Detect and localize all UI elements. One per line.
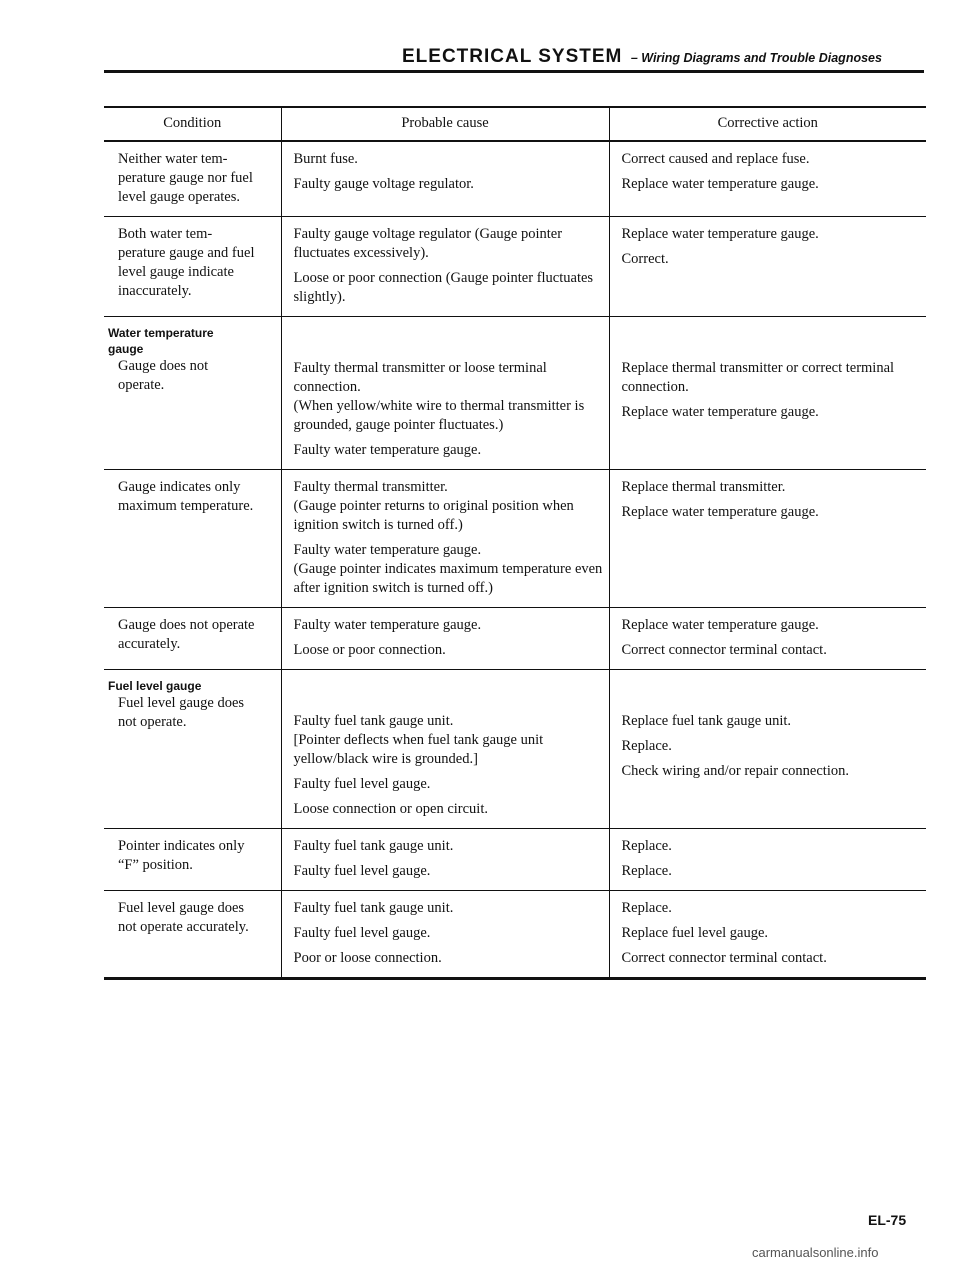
troubleshooting-table — [104, 106, 926, 980]
header-rule — [104, 70, 924, 73]
corrective-action: Replace. — [621, 900, 672, 916]
section-heading: Fuel level gauge — [108, 679, 202, 693]
corrective-action-cell — [609, 317, 926, 470]
condition-cell — [104, 891, 281, 979]
probable-cause: Loose or poor connection. — [293, 642, 446, 658]
table-row — [104, 217, 926, 317]
condition-text: Neither water tem- perature gauge nor fuel level gauge operates. — [118, 151, 253, 205]
condition-cell — [104, 670, 281, 829]
probable-cause: Burnt fuse. — [293, 151, 358, 167]
table-row — [104, 891, 926, 979]
corrective-action: Correct connector terminal contact. — [621, 642, 827, 658]
corrective-action: Replace. — [621, 838, 672, 854]
section-spacer — [622, 325, 921, 359]
page-number: EL-75 — [868, 1212, 907, 1228]
probable-cause: Faulty fuel tank gauge unit. [Pointer deflects when fuel tank gauge unit yellow/black wire is grounded.] — [293, 713, 544, 767]
probable-cause: Faulty water temperature gauge. — [293, 442, 482, 458]
table-row — [104, 141, 926, 217]
corrective-action: Replace thermal transmitter or correct terminal connection. — [621, 360, 895, 395]
table-row — [104, 608, 926, 670]
probable-cause: Loose or poor connection (Gauge pointer fluctuates slightly). — [293, 270, 594, 305]
probable-cause: Faulty fuel level gauge. — [293, 776, 431, 792]
section-spacer — [294, 325, 603, 359]
table-row — [104, 317, 926, 470]
condition-text: Fuel level gauge does not operate accurately. — [118, 900, 249, 935]
table-row — [104, 829, 926, 891]
probable-cause-cell — [281, 217, 609, 317]
corrective-action-cell — [609, 891, 926, 979]
corrective-action: Replace water temperature gauge. — [621, 617, 819, 633]
corrective-action: Correct caused and replace fuse. — [621, 151, 810, 167]
watermark: carmanualsonline.info — [752, 1245, 879, 1260]
probable-cause: Faulty water temperature gauge. — [293, 617, 482, 633]
condition-text: Both water tem- perature gauge and fuel level gauge indicate inaccurately. — [118, 226, 255, 299]
section-heading: Water temperature gauge — [108, 326, 214, 356]
corrective-action: Replace water temperature gauge. — [621, 404, 819, 420]
condition-text: Gauge does not operate. — [118, 358, 209, 393]
probable-cause-cell — [281, 829, 609, 891]
condition-cell — [104, 217, 281, 317]
probable-cause: Loose connection or open circuit. — [293, 801, 488, 817]
corrective-action-cell — [609, 141, 926, 217]
corrective-action: Replace fuel tank gauge unit. — [621, 713, 792, 729]
corrective-action: Replace fuel level gauge. — [621, 925, 769, 941]
probable-cause: Faulty fuel level gauge. — [293, 863, 431, 879]
probable-cause: Faulty water temperature gauge. (Gauge pointer indicates maximum temperature even after ignition switch is turned off.) — [293, 542, 603, 596]
corrective-action-cell — [609, 829, 926, 891]
probable-cause: Faulty thermal transmitter or loose terminal connection. (When yellow/white wire to thermal transmitter is grounded, gauge pointer fluctuates.) — [293, 360, 585, 433]
probable-cause-cell — [281, 608, 609, 670]
corrective-action-cell — [609, 608, 926, 670]
condition-text: Gauge indicates only maximum temperature. — [118, 479, 254, 514]
corrective-action-cell — [609, 217, 926, 317]
condition-text: Fuel level gauge does not operate. — [118, 695, 245, 730]
table-row — [104, 470, 926, 608]
condition-cell — [104, 317, 281, 470]
corrective-action: Replace. — [621, 863, 672, 879]
probable-cause: Faulty gauge voltage regulator. — [293, 176, 474, 192]
probable-cause: Faulty fuel tank gauge unit. — [293, 900, 454, 916]
condition-cell — [104, 608, 281, 670]
page-subtitle: – Wiring Diagrams and Trouble Diagnoses — [630, 51, 882, 65]
probable-cause-cell — [281, 670, 609, 829]
probable-cause-cell — [281, 141, 609, 217]
table-header-row — [104, 107, 926, 141]
page-header — [402, 46, 882, 68]
condition-text: Pointer indicates only “F” position. — [118, 838, 245, 873]
section-spacer — [622, 678, 921, 712]
probable-cause: Faulty thermal transmitter. (Gauge pointer returns to original position when ignition switch is turned off.) — [293, 479, 574, 533]
corrective-action: Correct. — [621, 251, 669, 267]
corrective-action: Replace water temperature gauge. — [621, 176, 819, 192]
corrective-action-cell — [609, 470, 926, 608]
column-header-corrective-action: Corrective action — [609, 107, 926, 141]
condition-cell — [104, 470, 281, 608]
section-spacer — [294, 678, 603, 712]
corrective-action: Replace water temperature gauge. — [621, 226, 819, 242]
table-row — [104, 670, 926, 829]
corrective-action-cell — [609, 670, 926, 829]
probable-cause: Poor or loose connection. — [293, 950, 442, 966]
table-body — [104, 141, 926, 979]
corrective-action: Replace. — [621, 738, 672, 754]
condition-cell — [104, 829, 281, 891]
probable-cause-cell — [281, 317, 609, 470]
column-header-condition: Condition — [104, 107, 281, 141]
corrective-action: Replace water temperature gauge. — [621, 504, 819, 520]
condition-text: Gauge does not operate accurately. — [118, 617, 255, 652]
corrective-action: Check wiring and/or repair connection. — [621, 763, 849, 779]
probable-cause-cell — [281, 470, 609, 608]
probable-cause: Faulty gauge voltage regulator (Gauge pointer fluctuates excessively). — [293, 226, 563, 261]
probable-cause: Faulty fuel tank gauge unit. — [293, 838, 454, 854]
condition-cell — [104, 141, 281, 217]
corrective-action: Correct connector terminal contact. — [621, 950, 827, 966]
corrective-action: Replace thermal transmitter. — [621, 479, 786, 495]
probable-cause-cell — [281, 891, 609, 979]
page-title: ELECTRICAL SYSTEM — [402, 46, 623, 67]
probable-cause: Faulty fuel level gauge. — [293, 925, 431, 941]
column-header-probable-cause: Probable cause — [281, 107, 609, 141]
